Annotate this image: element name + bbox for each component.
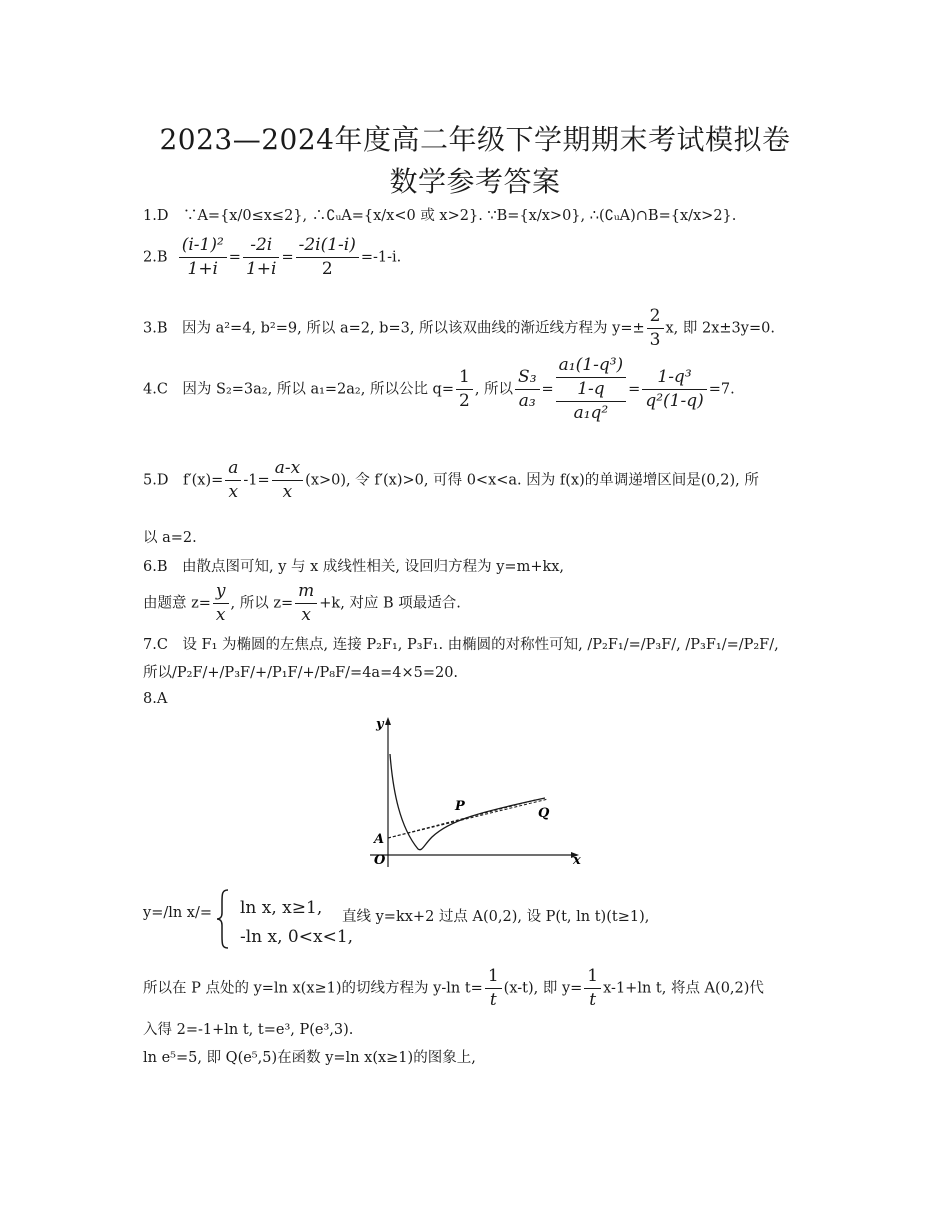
frac xyxy=(584,965,601,1012)
frac-den: 1+i xyxy=(187,258,218,279)
frac-num: a xyxy=(225,457,241,481)
graph-figure xyxy=(360,712,590,867)
answer-3 xyxy=(143,305,775,352)
secant-line xyxy=(388,799,548,838)
point-p-label: P xyxy=(455,799,465,814)
frac-mid: 1-q xyxy=(556,378,626,402)
frac-num: 2 xyxy=(647,305,664,329)
origin-label: O xyxy=(374,853,386,867)
answer-3-text: 3.B 因为 a²=4, b²=9, 所以 a=2, b=3, 所以该双曲线的渐近线方程为 y=± xyxy=(143,320,645,337)
answer-2-result: =-1-i. xyxy=(360,249,402,266)
abs-ln-curve xyxy=(390,754,545,850)
frac-den: q²(1-q) xyxy=(645,390,704,411)
frac-den: a₃ xyxy=(518,390,536,411)
frac xyxy=(213,580,229,627)
frac-num: 1 xyxy=(584,965,601,989)
answer-8-line1: 直线 y=kx+2 过点 A(0,2), 设 P(t, ln t)(t≥1), xyxy=(342,909,650,925)
answer-8-piecewise-lead: y=/ln x/= xyxy=(143,905,213,921)
frac-num: y xyxy=(213,580,229,604)
answer-8-line4: ln e⁵=5, 即 Q(e⁵,5)在函数 y=ln x(x≥1)的图象上, xyxy=(143,1050,476,1066)
frac-num: S₃ xyxy=(515,366,539,390)
answer-5-cont: 以 a=2. xyxy=(143,530,197,546)
frac-den: x xyxy=(301,604,311,625)
frac-den: 1+i xyxy=(245,258,277,279)
answer-4-mid: , 所以 xyxy=(474,381,514,398)
point-q-label: Q xyxy=(538,806,550,821)
page-title: 2023—2024年度高二年级下学期期末考试模拟卷 xyxy=(159,123,791,156)
answer-5-text-end: (x>0), 令 f′(x)>0, 可得 0<x<a. 因为 f(x)的单调递增区间是(0,2), 所 xyxy=(305,472,759,489)
answer-6-mid: , 所以 z= xyxy=(230,595,294,612)
frac-num: a₁(1-q³) xyxy=(556,354,626,378)
frac-num: a-x xyxy=(272,457,303,481)
y-label: y xyxy=(376,717,384,732)
frac-num: -2i xyxy=(243,234,280,258)
answer-1: 1.D ∵A={x/0≤x≤2}, ∴∁ᵤA={x/x<0 或 x>2}. ∵B={x/x>0}, ∴(∁ᵤA)∩B={x/x>2}. xyxy=(143,208,737,224)
answer-7-line2: 所以/P₂F/+/P₃F/+/P₁F/+/P₈F/=4a=4×5=20. xyxy=(143,665,459,681)
frac-den: x xyxy=(282,481,293,502)
page-subtitle: 数学参考答案 xyxy=(389,165,561,198)
answer-8-text-end: x-1+ln t, 将点 A(0,2)代 xyxy=(603,980,764,997)
piecewise-case-2: -ln x, 0<x<1, xyxy=(240,927,354,947)
answer-4: 4.C 因为 S₂=3a₂, 所以 a₁=2a₂, 所以公比 q= $\frac{1}{2}$ , 所以 $\frac{\text{S₃}}{\text{a₃}}$ = a₁(1-q³) 1-q a₁q² = $\frac{\text{1-q³}}{\text{q²(1-q)}}$ =7. xyxy=(143,355,735,423)
answer-2-label: 2.B xyxy=(143,249,168,266)
frac-num: 1-q³ xyxy=(642,366,706,390)
frac-den: x xyxy=(215,604,226,625)
frac-num: -2i(1-i) xyxy=(296,234,359,258)
frac-num: 1 xyxy=(456,366,473,390)
frac xyxy=(642,366,706,413)
frac-den: 2 xyxy=(321,258,333,279)
answer-4-result: =7. xyxy=(708,381,735,398)
frac xyxy=(296,234,359,281)
answer-8-text: 所以在 P 点处的 y=ln x(x≥1)的切线方程为 y-ln t= xyxy=(143,980,483,997)
frac-num: 1 xyxy=(485,965,502,989)
point-a-label: A xyxy=(374,832,385,847)
answer-8-line3: 入得 2=-1+ln t, t=e³, P(e³,3). xyxy=(143,1022,354,1038)
answer-6-text: 由题意 z= xyxy=(143,595,211,612)
frac-den: t xyxy=(489,989,497,1010)
frac-num: (i-1)² xyxy=(179,234,227,258)
frac-den: 2 xyxy=(459,390,470,411)
answer-2: 2.B $\frac{\text{(i-1)²}}{1+i}$ = $\frac{-2i}{1+i}$ = $\frac{-2i(1-i)}{2}$ =-1-i. xyxy=(143,235,402,279)
frac-den: x xyxy=(228,481,239,502)
answer-8-line2 xyxy=(143,965,764,1012)
x-label: x xyxy=(573,853,581,867)
frac-num: m xyxy=(295,580,317,604)
frac xyxy=(272,457,303,504)
frac xyxy=(295,580,317,627)
frac xyxy=(515,366,539,413)
left-brace-icon xyxy=(215,888,231,950)
answer-5-text: 5.D f′(x)= xyxy=(143,472,224,489)
answer-6-line2 xyxy=(143,580,461,627)
frac xyxy=(456,366,473,413)
answer-8-mid: (x-t), 即 y= xyxy=(503,980,583,997)
frac xyxy=(179,234,227,281)
frac xyxy=(647,305,664,352)
answer-7: 7.C 设 F₁ 为椭圆的左焦点, 连接 P₂F₁, P₃F₁. 由椭圆的对称性可知, /P₂F₁/=/P₃F/, /P₃F₁/=/P₂F/, xyxy=(143,637,779,653)
answer-6-text-end: +k, 对应 B 项最适合. xyxy=(319,595,461,612)
answer-6: 6.B 由散点图可知, y 与 x 成线性相关, 设回归方程为 y=m+kx, xyxy=(143,559,565,575)
answer-8-label: 8.A xyxy=(143,691,168,707)
answer-4-text: 4.C 因为 S₂=3a₂, 所以 a₁=2a₂, 所以公比 q= xyxy=(143,381,454,398)
answer-3-text-end: x, 即 2x±3y=0. xyxy=(665,320,775,337)
frac-den: a₁q² xyxy=(573,402,609,423)
frac xyxy=(485,965,502,1012)
answer-5 xyxy=(143,457,759,504)
frac xyxy=(225,457,241,504)
answer-5-mid: -1= xyxy=(243,472,270,489)
frac-den: t xyxy=(589,989,597,1010)
frac-den: 3 xyxy=(649,329,661,350)
frac xyxy=(243,234,280,281)
piecewise-case-1: ln x, x≥1, xyxy=(240,898,323,918)
compound-frac xyxy=(556,354,626,425)
y-axis-arrow xyxy=(385,717,391,725)
